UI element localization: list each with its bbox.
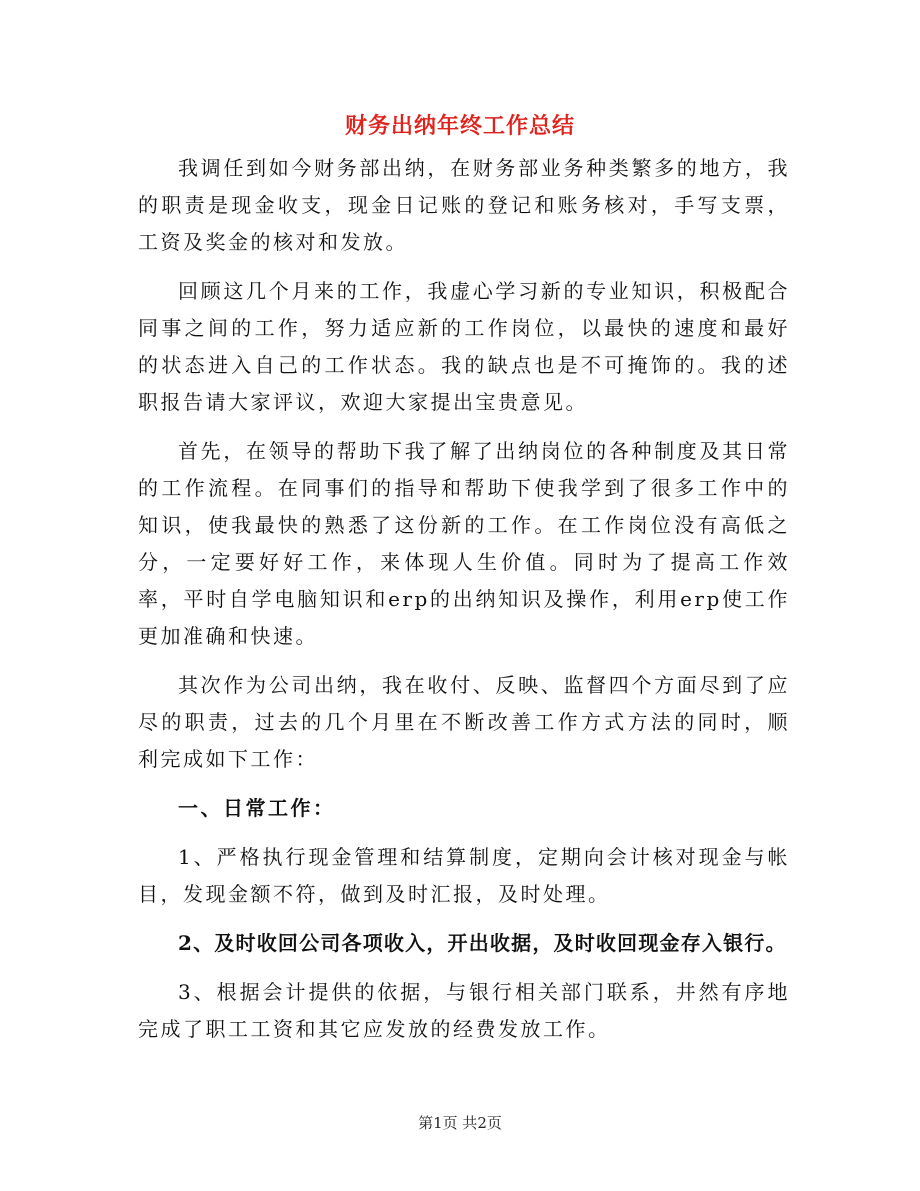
paragraph-intro: 我调任到如今财务部出纳，在财务部业务种类繁多的地方，我的职责是现金收支，现金日记账的登记和账务核对，手写支票，工资及奖金的核对和发放。 [138, 156, 790, 254]
section-heading-daily-work: 一、日常工作： [178, 796, 336, 820]
document-body [138, 150, 790, 1060]
page-indicator: 第1页 共2页 [418, 1114, 502, 1132]
paragraph-first: 首先，在领导的帮助下我了解了出纳岗位的各种制度及其日常的工作流程。在同事们的指导和帮助下使我学到了很多工作中的知识，使我最快的熟悉了这份新的工作。在工作岗位没有高低之分，一定要好好工作，来体现人生价值。同时为了提高工作效率，平时自学电脑知识和erp的出纳知识及操作，利用erp使工作更加准确和快速。 [138, 439, 790, 648]
list-item-2: 2、及时收回公司各项收入，开出收据，及时收回现金存入银行。 [178, 931, 787, 955]
paragraph-review: 回顾这几个月来的工作，我虚心学习新的专业知识，积极配合同事之间的工作，努力适应新的工作岗位，以最快的速度和最好的状态进入自己的工作状态。我的缺点也是不可掩饰的。我的述职报告请大家评议，欢迎大家提出宝贵意见。 [138, 279, 790, 414]
list-item-3: 3、根据会计提供的依据，与银行相关部门联系，井然有序地完成了职工工资和其它应发放的经费发放工作。 [138, 980, 790, 1041]
paragraph-second: 其次作为公司出纳，我在收付、反映、监督四个方面尽到了应尽的职责，过去的几个月里在不断改善工作方式方法的同时，顺利完成如下工作： [138, 673, 790, 771]
document-title: 财务出纳年终工作总结 [344, 113, 575, 139]
list-item-1: 1、严格执行现金管理和结算制度，定期向会计核对现金与帐目，发现金额不符，做到及时汇报，及时处理。 [138, 845, 790, 906]
